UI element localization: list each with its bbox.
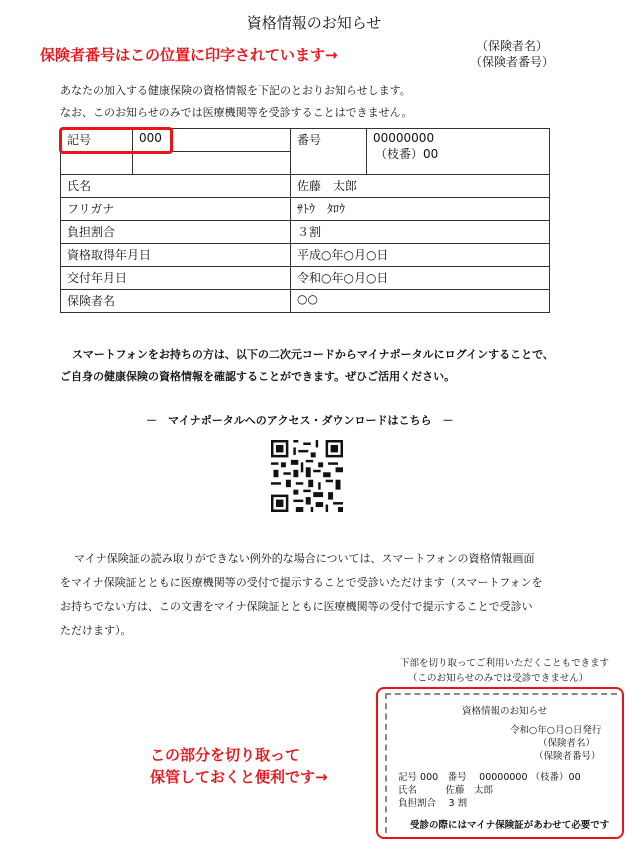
edaban-value: （枝番）00	[375, 147, 439, 161]
row-value: 佐藤 太郎	[291, 175, 550, 198]
kigo-value: 000	[133, 129, 291, 152]
row-label: フリガナ	[61, 198, 291, 221]
annotation-insurer-number: 保険者番号はこの位置に印字されています→	[40, 46, 338, 64]
bango-label: 番号	[291, 129, 367, 175]
blank-cell	[61, 152, 133, 175]
row-label: 負担割合	[61, 221, 291, 244]
smartphone-line-1: スマートフォンをお持ちの方は、以下の二次元コードからマイナポータルにログインすることで、	[72, 348, 554, 361]
blank-cell	[133, 152, 291, 175]
annotation-cut-line-2: 保管しておくと便利です→	[150, 768, 328, 786]
table-row	[61, 267, 550, 290]
intro-line-2: なお、このお知らせのみでは医療機関等を受診することはできません。	[60, 106, 413, 119]
row-value: 平成○年○月○日	[291, 244, 550, 267]
exception-line-1: マイナ保険証の読み取りができない例外的な場合については、スマートフォンの資格情報画面	[74, 552, 535, 565]
insurer-name: （保険者名）	[476, 39, 549, 53]
highlight-box	[59, 127, 173, 154]
row-label: 資格取得年月日	[61, 244, 291, 267]
card-name: 氏名 佐藤 太郎	[398, 785, 494, 796]
cut-note-line-2: （このお知らせのみでは受診できません）	[408, 673, 589, 684]
card-footer: 受診の際にはマイナ保険証があわせて必要です	[410, 820, 610, 831]
row-value: ｻﾄｳ ﾀﾛｳ	[291, 198, 550, 221]
document-title: 資格情報のお知らせ	[246, 14, 382, 32]
info-table	[60, 128, 550, 313]
row-value: ３割	[291, 221, 550, 244]
row-label: 交付年月日	[61, 267, 291, 290]
smartphone-line-2: ご自身の健康保険の資格情報を確認することができます。ぜひご活用ください。	[60, 370, 456, 383]
kigo-label: 記号	[61, 129, 133, 152]
card-issued: 令和○年○月○日発行	[510, 725, 602, 736]
card-title: 資格情報のお知らせ	[462, 706, 548, 717]
card-insurer-name: （保険者名）	[538, 738, 596, 749]
table-row	[61, 244, 550, 267]
exception-line-2: をマイナ保険証とともに医療機関等の受付で提示することで受診いただけます（スマートフォンを	[60, 576, 543, 589]
exception-line-3: お持ちでない方は、この文書をマイナ保険証とともに医療機関等の受付で提示することで受診い	[60, 600, 533, 613]
annotation-cut-line-1: この部分を切り取って	[150, 746, 301, 764]
row-value: ○○	[291, 290, 550, 313]
row-value: 令和○年○月○日	[291, 267, 550, 290]
card-kigo-bango: 記号 000 番号 00000000 （枝番）00	[398, 772, 581, 783]
row-label: 保険者名	[61, 290, 291, 313]
table-row	[61, 290, 550, 313]
cut-note-line-1: 下部を切り取ってご利用いただくこともできます	[400, 658, 610, 669]
bango-cell	[367, 129, 550, 175]
table-row	[61, 175, 550, 198]
bango-value: 00000000	[373, 131, 435, 145]
qr-code-icon[interactable]	[271, 440, 343, 512]
table-row	[61, 198, 550, 221]
card-insurer-number: （保険者番号）	[534, 751, 601, 762]
insurer-block	[470, 38, 554, 70]
exception-line-4: ただけます）。	[60, 624, 132, 637]
row-label: 氏名	[61, 175, 291, 198]
table-row	[61, 221, 550, 244]
insurer-number: （保険者番号）	[470, 55, 555, 69]
intro-line-1: あなたの加入する健康保険の資格情報を下記のとおりお知らせします。	[60, 84, 411, 97]
card-burden: 負担割合 3 割	[398, 798, 468, 809]
portal-access-label: － マイナポータルへのアクセス・ダウンロードはこちら －	[146, 414, 454, 427]
